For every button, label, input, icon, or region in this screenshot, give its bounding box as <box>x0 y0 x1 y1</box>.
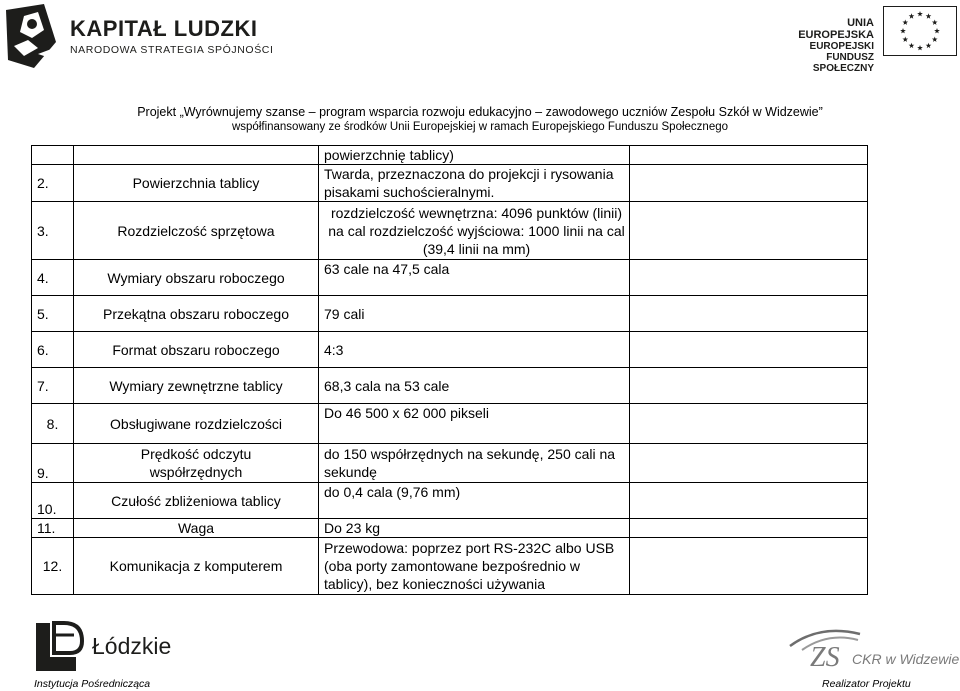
row-extra <box>630 404 868 444</box>
row-extra <box>630 296 868 332</box>
zs-letters: ZS <box>810 642 840 673</box>
table-row <box>32 519 868 538</box>
eu-logo-text <box>770 17 874 74</box>
table-row <box>32 296 868 332</box>
row-value: Do 23 kg <box>319 519 630 538</box>
row-parameter: Format obszaru roboczego <box>74 332 319 368</box>
project-title-line: Projekt „Wyrównujemy szanse – program wsparcia rozwoju edukacyjno – zawodowego uczniów Zespołu Szkół w Widzewie” <box>137 105 823 119</box>
row-number: 7. <box>32 368 74 404</box>
table-row <box>32 538 868 595</box>
row-extra <box>630 332 868 368</box>
project-funding-line: współfinansowany ze środków Unii Europejskiej w ramach Europejskiego Funduszu Społecznego <box>231 121 729 133</box>
row-number: 10. <box>32 483 74 519</box>
row-extra <box>630 165 868 202</box>
table-row <box>32 404 868 444</box>
table-row <box>32 260 868 296</box>
row-number: 2. <box>32 165 74 202</box>
row-extra <box>630 444 868 483</box>
lodzkie-logo-text: Łódzkie <box>92 633 172 659</box>
row-value: Do 46 500 x 62 000 pikseli <box>319 404 630 444</box>
row-parameter: Przekątna obszaru roboczego <box>74 296 319 332</box>
row-value: Twarda, przeznaczona do projekcji i rysowania pisakami suchościeralnymi. <box>319 165 630 202</box>
eu-flag-icon <box>883 6 957 56</box>
row-extra <box>630 146 868 165</box>
row-extra <box>630 260 868 296</box>
row-parameter: Obsługiwane rozdzielczości <box>74 404 319 444</box>
row-extra <box>630 202 868 260</box>
row-parameter <box>74 146 319 165</box>
eu-line3: FUNDUSZ SPOŁECZNY <box>812 52 874 74</box>
row-parameter: Komunikacja z komputerem <box>74 538 319 595</box>
intermediate-institution-label: Instytucja Pośrednicząca <box>34 678 151 690</box>
row-extra <box>630 483 868 519</box>
row-parameter: Wymiary zewnętrzne tablicy <box>74 368 319 404</box>
row-number: 6. <box>32 332 74 368</box>
ckr-text: CKR w Widzewie <box>852 651 960 667</box>
row-number: 12. <box>32 538 74 595</box>
row-value: 63 cale na 47,5 cala <box>319 260 630 296</box>
row-value: 68,3 cala na 53 cale <box>319 368 630 404</box>
table-row <box>32 368 868 404</box>
row-extra <box>630 538 868 595</box>
row-parameter: Wymiary obszaru roboczego <box>74 260 319 296</box>
table-row <box>32 202 868 260</box>
table-row <box>32 444 868 483</box>
row-value: 79 cali <box>319 296 630 332</box>
project-implementer-label: Realizator Projektu <box>822 678 911 690</box>
table-row <box>32 146 868 165</box>
kapital-ludzki-title: KAPITAŁ LUDZKI <box>70 16 258 41</box>
table-row <box>32 332 868 368</box>
row-number: 11. <box>32 519 74 538</box>
lodzkie-logo-icon <box>34 621 84 673</box>
table-row <box>32 165 868 202</box>
row-value: rozdzielczość wewnętrzna: 4096 punktów (linii) na cal rozdzielczość wyjściowa: 1000 linii na cal (39,4 linii na mm) <box>319 202 630 260</box>
kapital-ludzki-subtitle: NARODOWA STRATEGIA SPÓJNOŚCI <box>70 44 274 56</box>
row-value: do 0,4 cala (9,76 mm) <box>319 483 630 519</box>
row-extra <box>630 519 868 538</box>
row-value: Przewodowa: poprzez port RS-232C albo USB (oba porty zamontowane bezpośrednio w tablicy), bez konieczności używania <box>319 538 630 595</box>
row-number: 3. <box>32 202 74 260</box>
row-number: 8. <box>32 404 74 444</box>
row-value: do 150 współrzędnych na sekundę, 250 cali na sekundę <box>319 444 630 483</box>
row-number: 5. <box>32 296 74 332</box>
row-number: 4. <box>32 260 74 296</box>
row-number: 9. <box>32 444 74 483</box>
eu-line2: EUROPEJSKI <box>809 41 874 52</box>
row-value: 4:3 <box>319 332 630 368</box>
kapital-ludzki-logo-icon <box>4 2 64 72</box>
eu-line1: UNIA EUROPEJSKA <box>798 17 874 41</box>
row-parameter: Prędkość odczytu współrzędnych <box>74 444 319 483</box>
row-parameter: Waga <box>74 519 319 538</box>
table-row <box>32 483 868 519</box>
zs-ckr-logo-icon <box>780 620 960 673</box>
row-value: powierzchnię tablicy) <box>319 146 630 165</box>
row-number <box>32 146 74 165</box>
row-extra <box>630 368 868 404</box>
row-parameter: Rozdzielczość sprzętowa <box>74 202 319 260</box>
row-parameter: Czułość zbliżeniowa tablicy <box>74 483 319 519</box>
specification-table <box>31 145 868 595</box>
row-parameter: Powierzchnia tablicy <box>74 165 319 202</box>
